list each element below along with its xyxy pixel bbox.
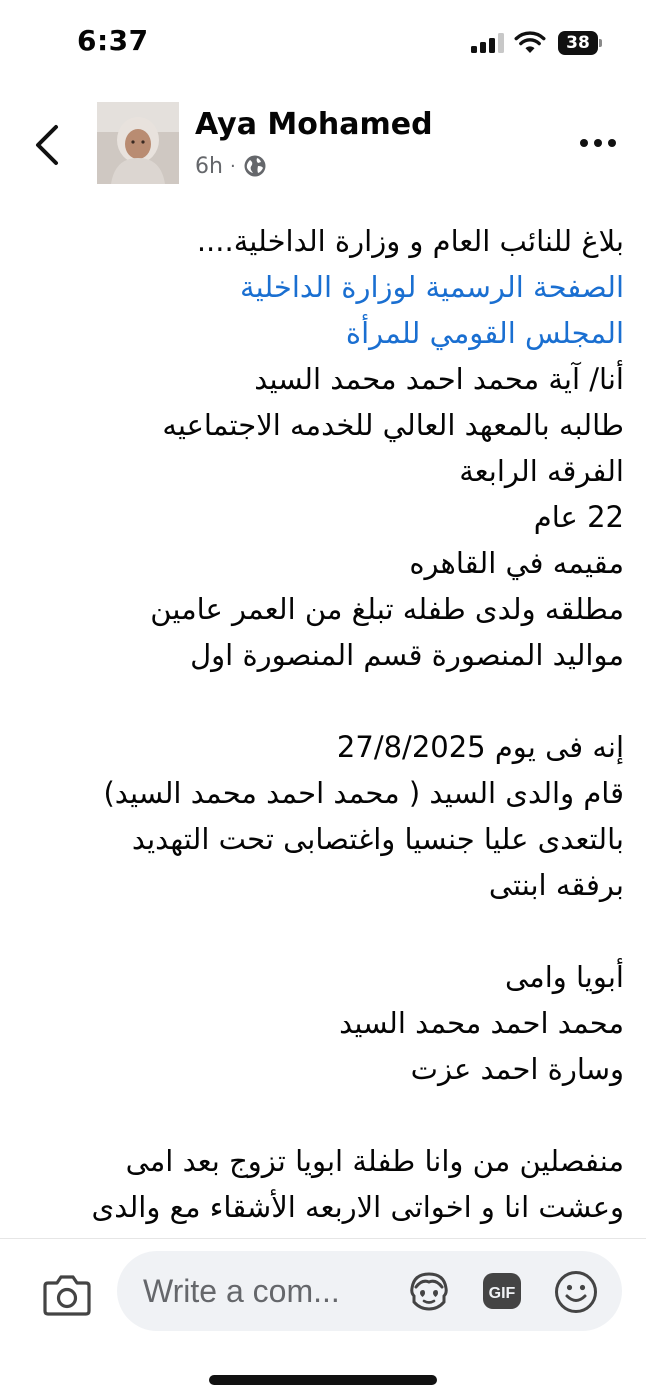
emoji-icon[interactable] (553, 1269, 599, 1315)
post-link[interactable]: المجلس القومي للمرأة (345, 316, 624, 350)
chevron-left-icon[interactable] (30, 123, 64, 167)
wifi-icon (514, 31, 546, 55)
home-indicator (209, 1375, 437, 1385)
battery-level: 38 (566, 33, 590, 53)
post-blank-line (24, 908, 624, 954)
post-line: الفرقه الرابعة (459, 454, 624, 488)
status-bar (0, 0, 646, 90)
post-line: برفقه ابنتى (488, 868, 624, 902)
avatar[interactable] (97, 102, 179, 184)
post-line: مقيمه في القاهره (409, 546, 624, 580)
post-line: وسارة احمد عزت (410, 1052, 624, 1086)
post-line: منفصلين من وانا طفلة ابويا تزوج بعد امى (125, 1144, 624, 1178)
post-time: 6h (195, 153, 223, 179)
post-line: 22 عام (533, 500, 624, 534)
avatar-sticker-icon[interactable] (406, 1269, 452, 1313)
post-line: إنه فى يوم 27/8/2025 (336, 730, 624, 764)
post-line: قام والدى السيد ( محمد احمد محمد السيد) (103, 776, 624, 810)
camera-icon[interactable] (42, 1273, 92, 1317)
post-link[interactable]: الصفحة الرسمية لوزارة الداخلية (240, 270, 624, 304)
comment-input[interactable] (117, 1251, 622, 1331)
battery-icon (558, 31, 602, 55)
post-line: أنا/ آية محمد احمد محمد السيد (254, 362, 624, 396)
post-line: مطلقه ولدى طفله تبلغ من العمر عامين (150, 592, 624, 626)
post-line: أبويا وامى (504, 960, 624, 994)
avatar-image (97, 102, 179, 184)
post-line: وعشت انا و اخواتى الاربعه الأشقاء مع والدى (91, 1190, 624, 1224)
gif-label: GIF (488, 1285, 516, 1302)
meta-separator: · (229, 155, 236, 177)
post-line: طالبه بالمعهد العالي للخدمه الاجتماعيه (162, 408, 624, 442)
comment-bar (0, 1238, 646, 1400)
post-text (24, 218, 624, 1240)
post-blank-line (24, 1092, 624, 1138)
globe-icon (243, 154, 267, 178)
post-line: مواليد المنصورة قسم المنصورة اول (190, 638, 624, 672)
post-meta (195, 152, 267, 180)
post-line: محمد احمد محمد السيد (339, 1006, 624, 1040)
post-blank-line (24, 678, 624, 724)
more-horizontal-icon[interactable] (578, 135, 618, 151)
post-header (0, 95, 646, 195)
post-line: بالتعدى عليا جنسيا واغتصابى تحت التهديد (131, 822, 624, 856)
comment-placeholder: Write a com... (143, 1273, 340, 1309)
status-time: 6:37 (77, 24, 149, 57)
cellular-signal-icon (471, 33, 505, 53)
post-line: بلاغ للنائب العام و وزارة الداخلية.... (196, 224, 624, 258)
gif-icon[interactable] (481, 1271, 523, 1311)
author-name[interactable]: Aya Mohamed (195, 107, 433, 142)
